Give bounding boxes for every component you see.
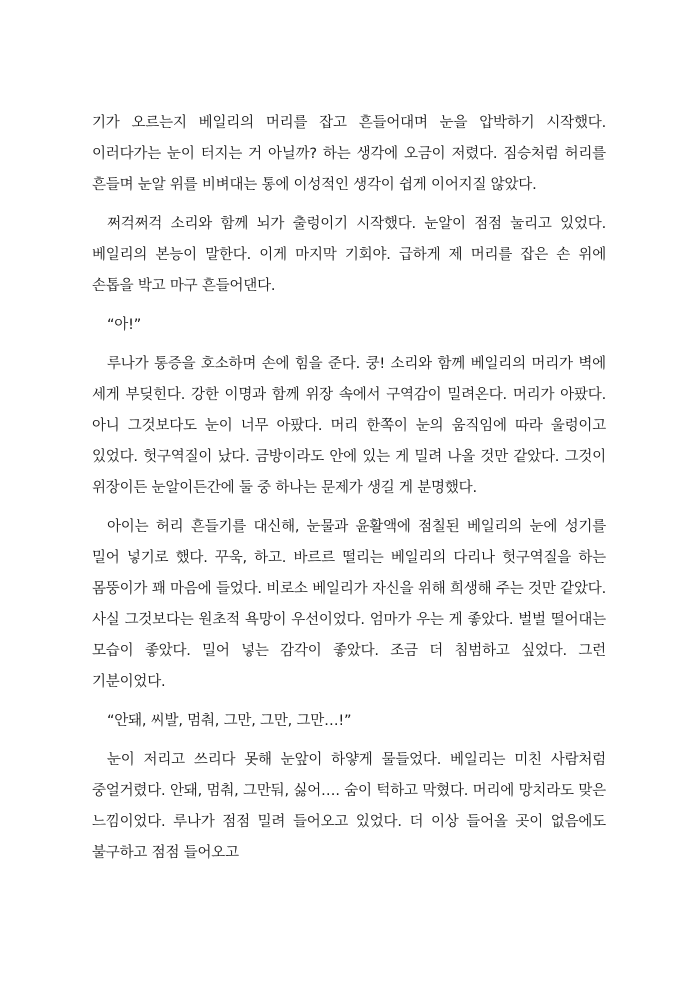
paragraph-4: 아이는 허리 흔들기를 대신해, 눈물과 윤활액에 점칠된 베일리의 눈에 성기를 밀어 넣기로 했다. 꾸욱, 하고. 바르르 떨리는 베일리의 다리나 헛구역질을 하는 몸뚱이가 꽤 마음에 들었다. 비로소 베일리가 자신을 위해 희생해 주는 것만 같았다. 사실 그것보다는 원초적 욕망이 우선이었다. 엄마가 우는 게 좋았다. 벌벌 떨어대는 모습이 좋았다. 밀어 넣는 감각이 좋았다. 조금 더 침범하고 싶었다. 그런 기분이었다.	[92, 519, 606, 690]
paragraph-3: 루나가 통증을 호소하며 손에 힘을 준다. 쿵! 소리와 함께 베일리의 머리가 벽에 세게 부딪힌다. 강한 이명과 함께 위장 속에서 구역감이 밀려온다. 머리가 아팠다. 아니 그것보다도 눈이 너무 아팠다. 머리 한쪽이 눈의 움직임에 따라 울렁이고 있었다. 헛구역질이 났다. 금방이라도 안에 있는 게 밀려 나올 것만 같았다. 그것이 위장이든 눈알이든간에 둘 중 하나는 문제가 생길 게 분명했다.	[92, 356, 606, 496]
paragraph-2: 쩌걱쩌걱 소리와 함께 뇌가 출렁이기 시작했다. 눈알이 점점 눌리고 있었다. 베일리의 본능이 말한다. 이게 마지막 기회야. 급하게 제 머리를 잡은 손 위에 손톱을 박고 마구 흔들어댄다.	[92, 216, 606, 294]
dialogue-1: “아!”	[107, 317, 142, 333]
paragraph-5: 눈이 저리고 쓰리다 못해 눈앞이 하얗게 물들었다. 베일리는 미친 사람처럼 중얼거렸다. 안돼, 멈춰, 그만둬, 싫어…. 숨이 턱하고 막혔다. 머리에 망치라도 맞은 느낌이었다. 루나가 점점 밀려 들어오고 있었다. 더 이상 들어올 곳이 없음에도 불구하고 점점 들어오고	[92, 752, 606, 861]
document-page	[92, 108, 606, 877]
dialogue-2: “안돼, 씨발, 멈춰, 그만, 그만, 그만…!”	[107, 713, 352, 729]
paragraph-1: 기가 오르는지 베일리의 머리를 잡고 흔들어대며 눈을 압박하기 시작했다. 이러다가는 눈이 터지는 거 아닐까? 하는 생각에 오금이 저렸다. 짐승처럼 허리를 흔들며 눈알 위를 비벼대는 통에 이성적인 생각이 쉽게 이어지질 않았다.	[92, 115, 606, 193]
